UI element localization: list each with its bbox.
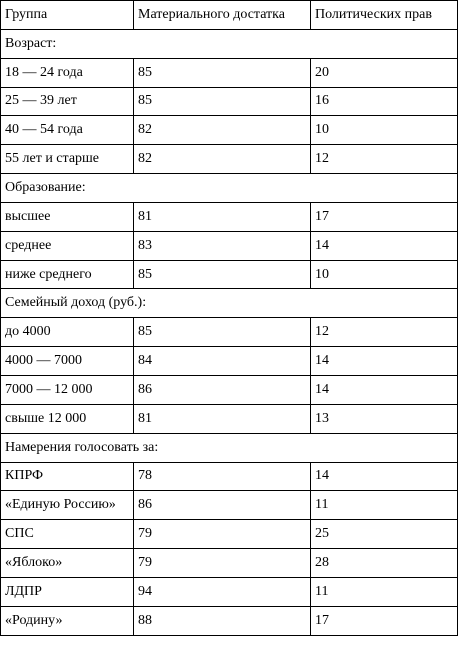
political-cell: 14: [311, 462, 458, 491]
table-row: [1, 404, 458, 433]
group-cell: СПС: [1, 520, 134, 549]
table-row: [1, 520, 458, 549]
table-row: [1, 231, 458, 260]
table-row: [1, 260, 458, 289]
group-cell: КПРФ: [1, 462, 134, 491]
political-cell: 17: [311, 606, 458, 635]
material-cell: 94: [134, 577, 311, 606]
table-row: [1, 491, 458, 520]
material-cell: 83: [134, 231, 311, 260]
group-cell: высшее: [1, 202, 134, 231]
group-cell: до 4000: [1, 318, 134, 347]
material-cell: 79: [134, 549, 311, 578]
table-row: [1, 318, 458, 347]
table-row: [1, 462, 458, 491]
header-cell-material: Материального достатка: [134, 1, 311, 30]
table-row: [1, 116, 458, 145]
group-cell: 7000 — 12 000: [1, 375, 134, 404]
political-cell: 12: [311, 145, 458, 174]
political-cell: 12: [311, 318, 458, 347]
political-cell: 28: [311, 549, 458, 578]
political-cell: 11: [311, 577, 458, 606]
section-row: [1, 29, 458, 58]
political-cell: 13: [311, 404, 458, 433]
material-cell: 85: [134, 87, 311, 116]
material-cell: 78: [134, 462, 311, 491]
group-cell: 55 лет и старше: [1, 145, 134, 174]
section-title: Образование:: [1, 174, 458, 203]
table-row: [1, 202, 458, 231]
table-row: [1, 58, 458, 87]
material-cell: 85: [134, 58, 311, 87]
section-row: [1, 289, 458, 318]
material-cell: 86: [134, 491, 311, 520]
material-cell: 85: [134, 260, 311, 289]
group-cell: ниже среднего: [1, 260, 134, 289]
section-title: Возраст:: [1, 29, 458, 58]
material-cell: 81: [134, 404, 311, 433]
header-cell-political: Политических прав: [311, 1, 458, 30]
section-title: Семейный доход (руб.):: [1, 289, 458, 318]
section-row: [1, 174, 458, 203]
material-cell: 86: [134, 375, 311, 404]
material-cell: 81: [134, 202, 311, 231]
section-title: Намерения голосовать за:: [1, 433, 458, 462]
header-row: [1, 1, 458, 30]
header-cell-group: Группа: [1, 1, 134, 30]
material-cell: 84: [134, 347, 311, 376]
political-cell: 16: [311, 87, 458, 116]
table-row: [1, 347, 458, 376]
group-cell: «Единую Россию»: [1, 491, 134, 520]
table-row: [1, 549, 458, 578]
political-cell: 10: [311, 116, 458, 145]
material-cell: 82: [134, 145, 311, 174]
group-cell: 40 — 54 года: [1, 116, 134, 145]
group-cell: 4000 — 7000: [1, 347, 134, 376]
political-cell: 14: [311, 375, 458, 404]
political-cell: 17: [311, 202, 458, 231]
group-cell: среднее: [1, 231, 134, 260]
political-cell: 11: [311, 491, 458, 520]
table-row: [1, 606, 458, 635]
political-cell: 20: [311, 58, 458, 87]
material-cell: 79: [134, 520, 311, 549]
group-cell: «Яблоко»: [1, 549, 134, 578]
material-cell: 88: [134, 606, 311, 635]
political-cell: 10: [311, 260, 458, 289]
political-cell: 25: [311, 520, 458, 549]
group-cell: ЛДПР: [1, 577, 134, 606]
political-cell: 14: [311, 231, 458, 260]
group-cell: 25 — 39 лет: [1, 87, 134, 116]
material-cell: 85: [134, 318, 311, 347]
table-row: [1, 375, 458, 404]
table-row: [1, 577, 458, 606]
table-row: [1, 87, 458, 116]
group-cell: «Родину»: [1, 606, 134, 635]
material-cell: 82: [134, 116, 311, 145]
section-row: [1, 433, 458, 462]
table-row: [1, 145, 458, 174]
group-cell: 18 — 24 года: [1, 58, 134, 87]
political-cell: 14: [311, 347, 458, 376]
group-cell: свыше 12 000: [1, 404, 134, 433]
